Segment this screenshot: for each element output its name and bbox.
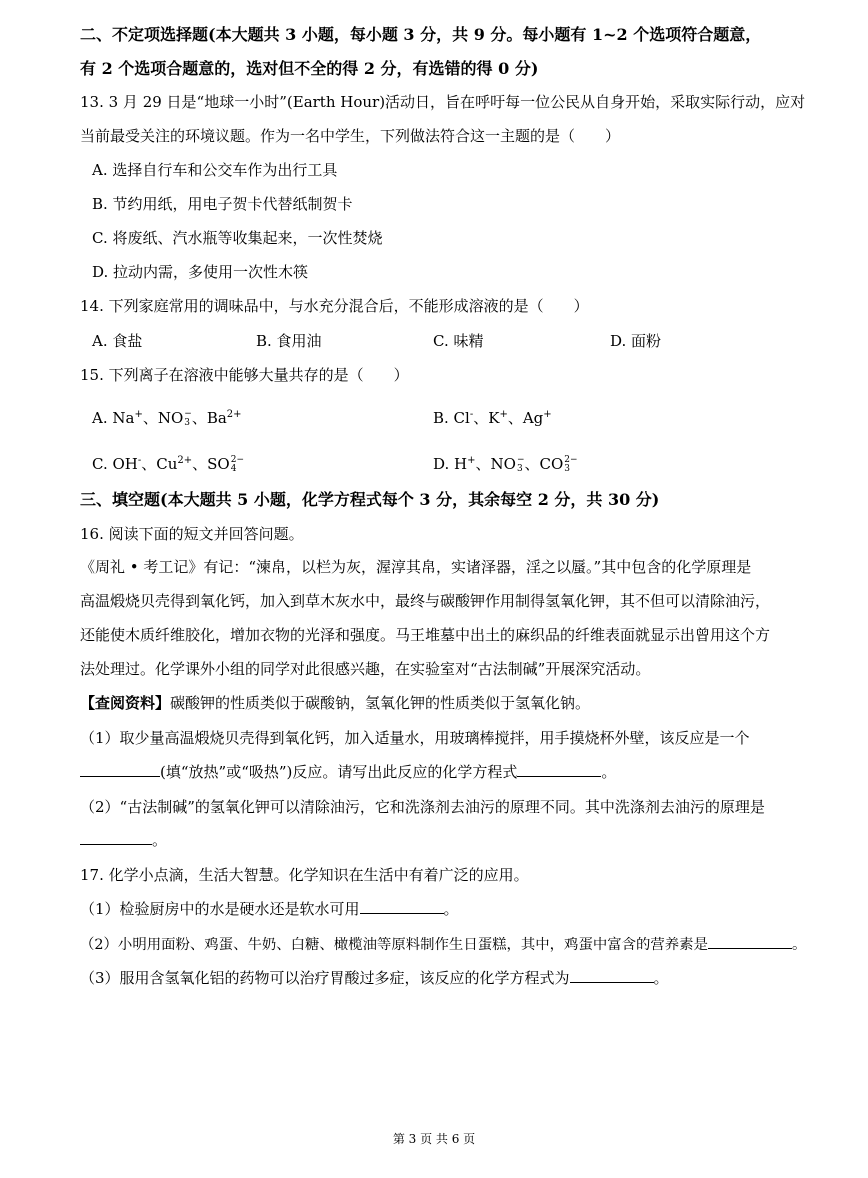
answer-blank[interactable]	[360, 899, 444, 914]
q13-stem-line2: 当前最受关注的环境议题。作为一名中学生，下列做法符合这一主题的是（ ）	[80, 127, 621, 145]
q17-sub1: （1）检验厨房中的水是硬水还是软水可用 。	[80, 900, 459, 918]
reference-text: 碳酸钾的性质类似于碳酸钠，氢氧化钾的性质类似于氢氧化钠。	[170, 694, 591, 712]
q16-passage-line3: 还能使木质纤维胶化，增加衣物的光泽和强度。马王堆墓中出土的麻织品的纤维表面就显示出曾用这个方	[80, 626, 771, 644]
q15-option-c: C. OH-、$Cu^{2+}$、SO 2− 4	[92, 455, 244, 474]
q17-sub2: （2）小明用面粉、鸡蛋、牛奶、白糖、橄榄油等原料制作生日蛋糕，其中，鸡蛋中富含的营养素是 。	[80, 934, 806, 955]
q14-option-d: D. 面粉	[610, 332, 662, 350]
q16-stem: 16. 阅读下面的短文并回答问题。	[80, 525, 304, 543]
page-footer: 第 3 页 共 6 页	[392, 1132, 476, 1146]
q15-option-d: D. H+、NO − 3 、CO 2− 3	[433, 455, 578, 474]
reference-label: 【查阅资料】	[80, 694, 171, 712]
q13-option-a: A. 选择自行车和公交车作为出行工具	[92, 161, 338, 179]
q16-sub2-line1: （2）“古法制碱”的氢氧化钾可以清除油污，它和洗涤剂去油污的原理不同。其中洗涤剂去油污的原理是	[80, 798, 765, 816]
q15-option-a: A. Na+、NO − 3 、$Ba^{2+}$	[92, 409, 242, 428]
answer-blank[interactable]	[570, 968, 654, 983]
q13-option-d: D. 拉动内需，多使用一次性木筷	[92, 263, 309, 281]
answer-blank[interactable]	[80, 762, 160, 777]
q13-option-c: C. 将废纸、汽水瓶等收集起来，一次性焚烧	[92, 229, 383, 247]
q14-option-c: C. 味精	[433, 332, 484, 350]
q16-sub1-line1: （1）取少量高温煅烧贝壳得到氧化钙，加入适量水，用玻璃棒搅拌，用手摸烧杯外壁，该反应是一个	[80, 729, 750, 747]
q13-option-b: B. 节约用纸，用电子贺卡代替纸制贺卡	[92, 195, 353, 213]
answer-blank[interactable]	[517, 762, 601, 777]
q16-sub1-line2: (填“放热”或“吸热”)反应。请写出此反应的化学方程式 。	[80, 762, 616, 782]
section2-heading-line1: 二、不定项选择题(本大题共 3 小题，每小题 3 分，共 9 分。每小题有 1~2 个选项符合题意，	[80, 25, 762, 44]
section3-heading: 三、填空题(本大题共 5 小题，化学方程式每个 3 分，其余每空 2 分，共 30 分)	[80, 490, 660, 509]
q14-option-a: A. 食盐	[92, 332, 143, 350]
section2-heading-line2: 有 2 个选项合题意的，选对但不全的得 2 分，有选错的得 0 分)	[80, 59, 539, 78]
q15-stem: 15. 下列离子在溶液中能够大量共存的是（ ）	[80, 366, 409, 384]
q16-passage-line4: 法处理过。化学课外小组的同学对此很感兴趣，在实验室对“古法制碱”开展深究活动。	[80, 660, 651, 678]
q16-reference	[80, 693, 590, 713]
q13-stem-line1: 13. 3 月 29 日是“地球一小时”(Earth Hour)活动日，旨在呼吁每一位公民从自身开始，采取实际行动，应对	[80, 93, 806, 111]
q14-stem: 14. 下列家庭常用的调味品中，与水充分混合后，不能形成溶液的是（ ）	[80, 297, 589, 315]
q16-sub2-line2: 。	[80, 830, 167, 850]
q17-sub3: （3）服用含氢氧化铝的药物可以治疗胃酸过多症，该反应的化学方程式为 。	[80, 969, 669, 987]
answer-blank[interactable]	[708, 934, 792, 949]
q15-option-b: B. Cl-、K+、Ag+	[433, 409, 552, 427]
answer-blank[interactable]	[80, 830, 152, 845]
q16-passage-line1: 《周礼 • 考工记》有记：“湅帛，以栏为灰，渥淳其帛，实诸泽器，淫之以蜃。”其中包含的化学原理是	[80, 558, 752, 576]
q17-stem: 17. 化学小点滴，生活大智慧。化学知识在生活中有着广泛的应用。	[80, 866, 529, 884]
q14-option-b: B. 食用油	[256, 332, 322, 350]
q16-passage-line2: 高温煅烧贝壳得到氧化钙，加入到草木灰水中，最终与碳酸钾作用制得氢氧化钾，其不但可以清除油污，	[80, 592, 771, 610]
